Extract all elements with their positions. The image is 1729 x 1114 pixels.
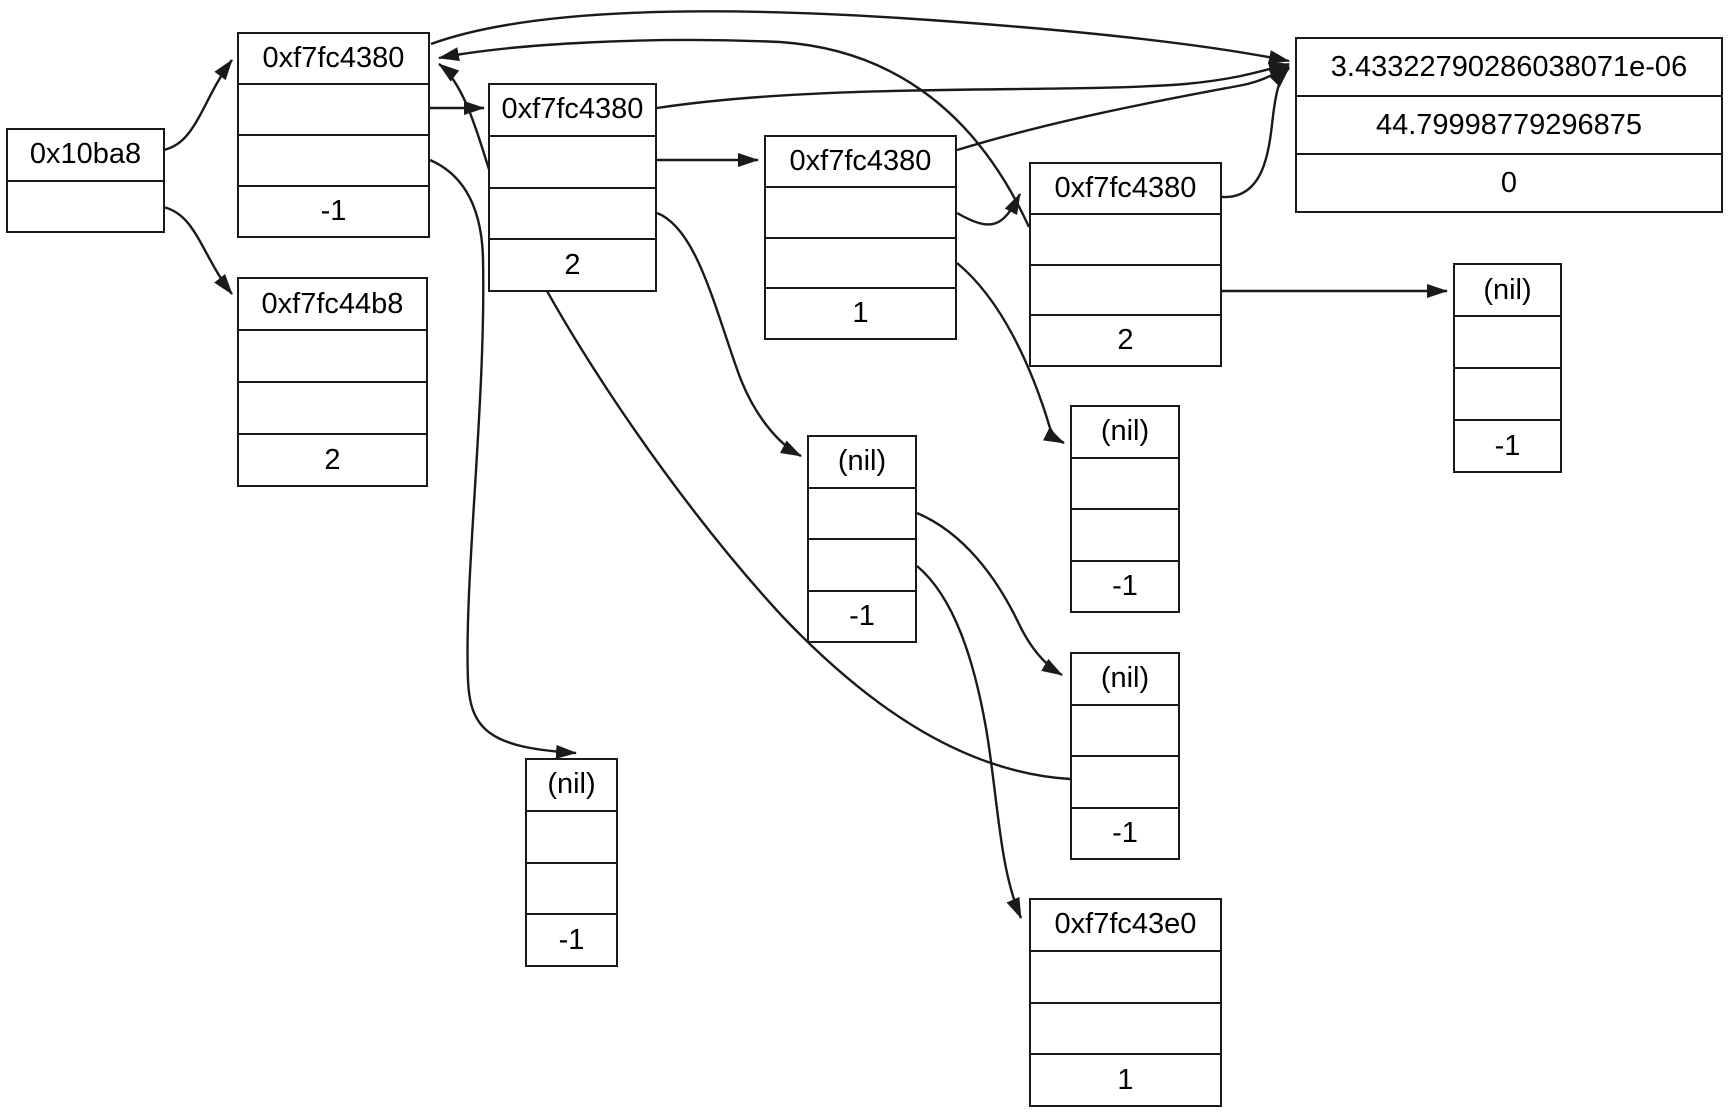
edge-node-d.ptr1-to-node-e (957, 194, 1020, 224)
edge-nil-i.ptr1-to-nil-j (917, 513, 1062, 675)
node-nil-i-cell-2 (809, 538, 915, 590)
node-nil-i-cell-1 (809, 487, 915, 539)
node-node-l-cell-2 (1031, 1002, 1220, 1054)
node-nil-h-title: (nil) (1100, 415, 1150, 448)
edge-node-d-to-node-f (957, 66, 1289, 150)
edge-nil-i.ptr2-to-node-l (917, 566, 1021, 918)
node-nil-j-cell-1 (1072, 704, 1178, 756)
node-node-a-title: 0xf7fc4380 (262, 42, 405, 74)
node-nil-k-cell-1 (527, 810, 616, 862)
node-node-a-cell-3: -1 (239, 185, 428, 236)
node-node-f-cell-2: 0 (1297, 153, 1721, 211)
node-node-d (764, 135, 957, 340)
node-nil-i (807, 435, 917, 643)
node-nil-h-cell-3: -1 (1072, 560, 1178, 612)
node-nil-g-cell-3: -1 (1455, 419, 1560, 471)
node-node-e-cell-3: 2 (1031, 314, 1220, 365)
node-nil-g (1453, 263, 1562, 473)
node-node-b (237, 277, 428, 487)
node-nil-g-cell-2 (1455, 367, 1560, 419)
node-node-d-title: 0xf7fc4380 (789, 144, 932, 177)
node-node-f (1295, 37, 1723, 213)
edge-node-a-to-node-f (431, 11, 1289, 61)
node-node-d-cell-1 (766, 186, 955, 237)
node-node-e-cell-1 (1031, 213, 1220, 264)
node-nil-j (1070, 652, 1180, 860)
node-node-c-title: 0xf7fc4380 (501, 93, 644, 126)
node-nil-i-cell-3: -1 (809, 590, 915, 642)
node-node-d-cell-2 (766, 237, 955, 288)
node-root (6, 128, 165, 233)
node-nil-k-cell-2 (527, 862, 616, 914)
node-node-l-title: 0xf7fc43e0 (1054, 908, 1197, 941)
node-node-c-cell-2 (490, 187, 655, 239)
node-node-c-cell-3: 2 (490, 238, 655, 290)
edge-root.ptr1-to-node-a (163, 60, 232, 150)
node-nil-j-cell-2 (1072, 755, 1178, 807)
node-node-b-cell-2 (239, 381, 426, 433)
edge-root.ptr2-to-node-b (163, 207, 232, 294)
node-root-title: 0x10ba8 (29, 138, 142, 171)
node-node-a-cell-2 (239, 134, 428, 185)
node-node-l-cell-1 (1031, 950, 1220, 1002)
node-nil-k (525, 758, 618, 967)
node-nil-k-cell-3: -1 (527, 913, 616, 965)
edge-node-e-to-node-f (1222, 68, 1289, 197)
node-node-a-cell-1 (239, 83, 428, 134)
node-root-cell-1 (8, 180, 163, 232)
node-nil-h-cell-2 (1072, 508, 1178, 560)
node-node-b-title: 0xf7fc44b8 (261, 287, 404, 320)
node-nil-h-cell-1 (1072, 457, 1178, 509)
node-node-b-cell-3: 2 (239, 433, 426, 485)
node-nil-g-title: (nil) (1483, 273, 1532, 306)
node-node-l (1029, 898, 1222, 1107)
node-nil-i-title: (nil) (837, 445, 887, 478)
node-nil-k-title: (nil) (547, 768, 596, 801)
node-nil-j-cell-3: -1 (1072, 807, 1178, 859)
node-node-l-cell-3: 1 (1031, 1053, 1220, 1105)
node-nil-j-title: (nil) (1100, 662, 1150, 695)
edge-node-c-to-node-f (657, 64, 1289, 108)
node-node-e-title: 0xf7fc4380 (1054, 171, 1197, 204)
node-node-e-cell-2 (1031, 264, 1220, 315)
node-node-f-cell-1: 44.79998779296875 (1297, 95, 1721, 153)
node-node-a (237, 32, 430, 238)
node-node-c-cell-1 (490, 135, 655, 187)
node-node-d-cell-3: 1 (766, 287, 955, 338)
node-nil-h (1070, 405, 1180, 613)
node-node-b-cell-1 (239, 329, 426, 381)
node-node-c (488, 83, 657, 292)
node-nil-g-cell-1 (1455, 315, 1560, 367)
node-node-f-title: 3.43322790286038071e-06 (1330, 50, 1688, 83)
node-node-e (1029, 162, 1222, 367)
